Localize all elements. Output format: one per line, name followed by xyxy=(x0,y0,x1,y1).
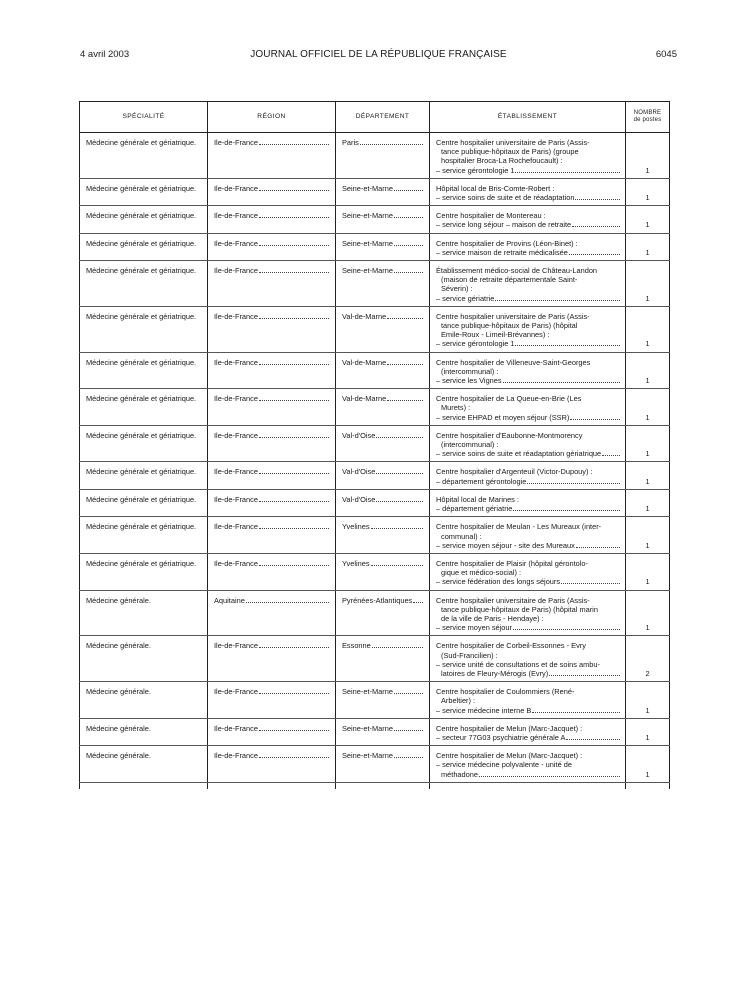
page-header xyxy=(80,49,677,63)
dot-leader xyxy=(259,729,329,731)
service-text: méthadone xyxy=(441,769,478,779)
service-line xyxy=(436,248,621,257)
cell-region-text: Ile-de-France xyxy=(214,522,258,532)
dot-leader xyxy=(515,171,620,173)
etablissement-line: Centre hospitalier de Provins (Léon-Binet) : xyxy=(436,238,578,248)
cell-region xyxy=(208,178,336,205)
cell-region xyxy=(208,261,336,307)
etablissement-line: (Sud-Francilien) : xyxy=(441,650,498,660)
cell-etablissement xyxy=(430,389,626,426)
cell-nombre-postes: 1 xyxy=(626,462,670,489)
cell-region-text: Ile-de-France xyxy=(214,357,258,367)
cell-departement-text: Seine-et-Marne xyxy=(342,211,393,221)
table-row xyxy=(80,517,670,554)
dot-leader xyxy=(394,729,423,731)
dot-leader xyxy=(387,363,423,365)
cell-nombre-postes: 1 xyxy=(626,682,670,719)
cell-etablissement xyxy=(430,261,626,307)
dot-leader xyxy=(566,738,620,740)
etablissement-line: communal) : xyxy=(441,531,482,541)
dot-leader xyxy=(394,756,423,758)
etablissement-line: (maison de retraite départementale Saint- xyxy=(441,275,578,285)
cell-specialite: Médecine générale et gériatrique. xyxy=(80,233,208,260)
cell-departement-text: Paris xyxy=(342,138,359,147)
dot-leader xyxy=(513,509,620,511)
table-row xyxy=(80,636,670,682)
cell-etablissement xyxy=(430,425,626,462)
cell-departement xyxy=(336,178,430,205)
cell-region-text: Ile-de-France xyxy=(214,467,258,477)
service-text: – service soins de suite et réadaptation gériatrique xyxy=(436,449,602,459)
dot-leader xyxy=(495,299,620,301)
cell-nombre-postes: 1 xyxy=(626,133,670,179)
cell-nombre-postes: 1 xyxy=(626,517,670,554)
table-row xyxy=(80,746,670,783)
dot-leader xyxy=(394,271,423,273)
posts-table xyxy=(79,101,670,789)
service-text: – secteur 77G03 psychiatrie générale A xyxy=(436,732,566,742)
service-line xyxy=(436,504,621,513)
etablissement-line: Établissement médico-social de Château-Landon xyxy=(436,266,598,276)
col-header-region: RÉGION xyxy=(208,102,336,133)
cell-departement xyxy=(336,352,430,389)
cell-nombre-postes: 1 xyxy=(626,306,670,352)
etablissement-line: Murets) : xyxy=(441,403,471,413)
cell-region-text: Ile-de-France xyxy=(214,183,258,193)
cell-etablissement xyxy=(430,590,626,636)
table-row xyxy=(80,489,670,516)
cell-departement-text: Val-de-Marne xyxy=(342,357,387,367)
table-row xyxy=(80,133,670,179)
cell-region-text: Ile-de-France xyxy=(214,266,258,276)
cell-region xyxy=(208,389,336,426)
cell-departement xyxy=(336,590,430,636)
cell-region-text: Ile-de-France xyxy=(214,238,258,248)
service-line xyxy=(436,541,621,550)
service-text: – service moyen séjour xyxy=(436,623,512,633)
service-line xyxy=(436,770,621,779)
etablissement-line: Centre hospitalier universitaire de Paris (Assis- xyxy=(436,595,590,605)
cell-departement xyxy=(336,233,430,260)
etablissement-line: Centre hospitalier de Coulommiers (René- xyxy=(436,687,575,697)
cell-departement-text: Val-de-Marne xyxy=(342,311,387,321)
dot-leader xyxy=(259,143,329,145)
dot-leader xyxy=(371,527,423,529)
cell-etablissement xyxy=(430,306,626,352)
etablissement-line: Centre hospitalier de Montereau : xyxy=(436,211,546,221)
dot-leader xyxy=(394,189,423,191)
cell-etablissement xyxy=(430,718,626,745)
cell-departement xyxy=(336,425,430,462)
service-text: – service moyen séjour - site des Mureaux xyxy=(436,540,575,550)
etablissement-line: Séverin) : xyxy=(441,284,473,294)
cell-region-text: Ile-de-France xyxy=(214,394,258,404)
cell-specialite: Médecine générale. xyxy=(80,746,208,783)
journal-title: JOURNAL OFFICIEL DE LA RÉPUBLIQUE FRANÇAISE xyxy=(250,49,507,60)
cell-specialite: Médecine générale et gériatrique. xyxy=(80,352,208,389)
cell-departement xyxy=(336,517,430,554)
service-text: – service soins de suite et de réadaptation xyxy=(436,193,575,203)
table-row xyxy=(80,233,670,260)
cell-etablissement xyxy=(430,489,626,516)
cell-departement xyxy=(336,306,430,352)
service-line xyxy=(436,193,621,202)
cell-specialite: Médecine générale et gériatrique. xyxy=(80,462,208,489)
cell-specialite: Médecine générale et gériatrique. xyxy=(80,133,208,179)
dot-leader xyxy=(570,418,620,420)
cell-region xyxy=(208,718,336,745)
table-row xyxy=(80,352,670,389)
dot-leader xyxy=(561,582,620,584)
cell-specialite: Médecine générale. xyxy=(80,718,208,745)
cell-etablissement xyxy=(430,462,626,489)
table-body xyxy=(80,133,670,789)
service-text: – service les Vignes xyxy=(436,376,502,386)
service-line xyxy=(436,477,621,486)
dot-leader xyxy=(376,500,423,502)
cell-region xyxy=(208,553,336,590)
cell-specialite: Médecine générale et gériatrique. xyxy=(80,425,208,462)
table-row xyxy=(80,389,670,426)
cell-region xyxy=(208,636,336,682)
col-header-nombre-line1: NOMBRE xyxy=(633,110,662,116)
cell-nombre-postes: 1 xyxy=(626,590,670,636)
etablissement-line: Centre hospitalier de Melun (Marc-Jacquet) : xyxy=(436,723,583,733)
cell-region-text: Ile-de-France xyxy=(214,311,258,321)
service-text: – service long séjour – maison de retraite xyxy=(436,220,572,230)
dot-leader xyxy=(259,189,329,191)
dot-leader xyxy=(394,244,423,246)
cell-region-text: Ile-de-France xyxy=(214,751,258,761)
cell-specialite: Médecine générale et gériatrique. xyxy=(80,553,208,590)
service-line xyxy=(436,577,621,586)
cell-region xyxy=(208,352,336,389)
dot-leader xyxy=(259,756,329,758)
dot-leader xyxy=(549,674,620,676)
cell-departement xyxy=(336,636,430,682)
cell-specialite: Médecine générale et gériatrique. xyxy=(80,389,208,426)
cell-region-text: Ile-de-France xyxy=(214,430,258,440)
page-number: 6045 xyxy=(655,49,677,60)
cell-nombre-postes: 2 xyxy=(626,636,670,682)
cell-nombre-postes: 1 xyxy=(626,425,670,462)
etablissement-line: Centre hospitalier universitaire de Paris (Assis- xyxy=(436,311,590,321)
dot-leader xyxy=(394,216,423,218)
service-line xyxy=(436,413,621,422)
dot-leader xyxy=(575,198,620,200)
cell-departement xyxy=(336,462,430,489)
cell-region-text: Aquitaine xyxy=(214,595,245,605)
dot-leader xyxy=(259,317,329,319)
cell-specialite: Médecine générale et gériatrique. xyxy=(80,261,208,307)
cell-departement-text: Seine-et-Marne xyxy=(342,751,393,761)
cell-region xyxy=(208,746,336,783)
cell-departement-text: Essonne xyxy=(342,641,371,651)
dot-leader xyxy=(259,436,329,438)
cell-etablissement xyxy=(430,178,626,205)
cell-nombre-postes: 1 xyxy=(626,261,670,307)
cell-specialite: Médecine générale. xyxy=(80,590,208,636)
cell-departement xyxy=(336,133,430,179)
service-text: – service médecine interne B xyxy=(436,705,532,715)
service-line xyxy=(436,220,621,229)
service-line xyxy=(436,669,621,678)
dot-leader xyxy=(576,546,620,548)
cell-departement-text: Yvelines xyxy=(342,522,370,532)
table-row xyxy=(80,718,670,745)
service-text: – service gérontologie 1 xyxy=(436,165,515,175)
dot-leader xyxy=(572,225,620,227)
cell-specialite: Médecine générale et gériatrique. xyxy=(80,306,208,352)
etablissement-line: – service médecine polyvalente - unité de xyxy=(436,760,572,770)
service-line xyxy=(436,166,621,175)
dot-leader xyxy=(602,454,620,456)
etablissement-line: Centre hospitalier de Meulan - Les Mureaux (inter- xyxy=(436,522,602,532)
dot-leader xyxy=(259,271,329,273)
cell-departement xyxy=(336,682,430,719)
cell-specialite: Médecine générale et gériatrique. xyxy=(80,206,208,233)
table-row xyxy=(80,682,670,719)
cell-departement-text: Seine-et-Marne xyxy=(342,183,393,193)
service-line xyxy=(436,339,621,348)
dot-leader xyxy=(387,317,423,319)
cell-departement-text: Val-de-Marne xyxy=(342,394,387,404)
col-header-nombre xyxy=(626,102,670,133)
etablissement-line: Hôpital local de Marines : xyxy=(436,494,519,504)
cell-region-text: Ile-de-France xyxy=(214,211,258,221)
cell-nombre-postes: 1 xyxy=(626,178,670,205)
cell-departement-text: Pyrénées-Atlantiques xyxy=(342,595,413,605)
service-line xyxy=(436,449,621,458)
cell-departement xyxy=(336,553,430,590)
service-text: – service maison de retraite médicalisée xyxy=(436,247,568,257)
cell-region-text: Ile-de-France xyxy=(214,687,258,697)
cell-departement-text: Seine-et-Marne xyxy=(342,687,393,697)
dot-leader xyxy=(513,628,620,630)
dot-leader xyxy=(259,500,329,502)
cell-departement-text: Seine-et-Marne xyxy=(342,266,393,276)
table-continuation xyxy=(80,782,670,789)
cell-departement xyxy=(336,389,430,426)
cell-region xyxy=(208,517,336,554)
cell-region xyxy=(208,590,336,636)
service-line xyxy=(436,376,621,385)
table-row xyxy=(80,590,670,636)
dot-leader xyxy=(259,399,329,401)
table-row xyxy=(80,553,670,590)
dot-leader xyxy=(246,601,329,603)
cell-region xyxy=(208,462,336,489)
cell-etablissement xyxy=(430,682,626,719)
dot-leader xyxy=(371,564,423,566)
cell-etablissement xyxy=(430,233,626,260)
cell-nombre-postes: 1 xyxy=(626,553,670,590)
cell-etablissement xyxy=(430,636,626,682)
table-row xyxy=(80,261,670,307)
dot-leader xyxy=(479,775,620,777)
etablissement-line: Centre hospitalier d'Argenteuil (Victor-Dupouy) : xyxy=(436,467,593,477)
etablissement-line: Hôpital local de Bris-Comte-Robert : xyxy=(436,183,555,193)
dot-leader xyxy=(360,143,423,145)
service-line xyxy=(436,294,621,303)
etablissement-line: tance publique-hôpitaux de Paris) (hôpital xyxy=(441,321,578,331)
table-row xyxy=(80,425,670,462)
service-text: – service fédération des longs séjours xyxy=(436,577,561,587)
etablissement-line: Centre hospitalier de La Queue-en-Brie (Les xyxy=(436,394,582,404)
cell-etablissement xyxy=(430,206,626,233)
cell-region xyxy=(208,425,336,462)
dot-leader xyxy=(259,646,329,648)
cell-departement-text: Val-d'Oise xyxy=(342,467,376,477)
publication-date: 4 avril 2003 xyxy=(80,49,130,60)
dot-leader xyxy=(259,363,329,365)
etablissement-line: Centre hospitalier universitaire de Paris (Assis- xyxy=(436,138,590,147)
service-text: – département gériatrie xyxy=(436,504,513,514)
etablissement-line: Centre hospitalier de Melun (Marc-Jacquet) : xyxy=(436,751,583,761)
continuation-cell xyxy=(208,782,336,789)
service-line xyxy=(436,706,621,715)
cell-region xyxy=(208,682,336,719)
col-header-nombre-line2: de postes xyxy=(633,117,662,123)
table-row xyxy=(80,462,670,489)
dot-leader xyxy=(259,527,329,529)
dot-leader xyxy=(527,482,620,484)
service-text: latoires de Fleury-Mérogis (Evry) xyxy=(441,668,549,678)
etablissement-line: Arbeltier) : xyxy=(441,696,476,706)
cell-region-text: Ile-de-France xyxy=(214,641,258,651)
cell-specialite: Médecine générale. xyxy=(80,636,208,682)
dot-leader xyxy=(515,344,620,346)
etablissement-line: gique et médico-social) : xyxy=(441,568,522,578)
dot-leader xyxy=(376,436,423,438)
dot-leader xyxy=(569,253,620,255)
cell-region-text: Ile-de-France xyxy=(214,138,258,147)
cell-etablissement xyxy=(430,517,626,554)
dot-leader xyxy=(387,399,423,401)
service-text: – service gériatrie xyxy=(436,293,495,303)
dot-leader xyxy=(413,601,423,603)
cell-departement-text: Seine-et-Marne xyxy=(342,238,393,248)
cell-nombre-postes: 1 xyxy=(626,206,670,233)
cell-nombre-postes: 1 xyxy=(626,233,670,260)
continuation-cell xyxy=(80,782,208,789)
continuation-cell xyxy=(626,782,670,789)
etablissement-line: tance publique-hôpitaux de Paris) (groupe xyxy=(441,147,579,157)
etablissement-line: (intercommunal) : xyxy=(441,440,499,450)
cell-nombre-postes: 1 xyxy=(626,746,670,783)
cell-region xyxy=(208,206,336,233)
cell-etablissement xyxy=(430,553,626,590)
cell-departement xyxy=(336,746,430,783)
cell-etablissement xyxy=(430,133,626,179)
cell-region-text: Ile-de-France xyxy=(214,558,258,568)
col-header-etablissement: ÉTABLISSEMENT xyxy=(430,102,626,133)
table-row xyxy=(80,178,670,205)
dot-leader xyxy=(394,692,423,694)
cell-nombre-postes: 1 xyxy=(626,352,670,389)
etablissement-line: (intercommunal) : xyxy=(441,366,499,376)
cell-departement xyxy=(336,261,430,307)
dot-leader xyxy=(259,244,329,246)
table-header-row xyxy=(80,102,670,133)
cell-region xyxy=(208,233,336,260)
cell-region-text: Ile-de-France xyxy=(214,723,258,733)
cell-region xyxy=(208,133,336,179)
dot-leader xyxy=(259,692,329,694)
cell-region xyxy=(208,489,336,516)
dot-leader xyxy=(372,646,423,648)
cell-region-text: Ile-de-France xyxy=(214,494,258,504)
cell-departement-text: Val-d'Oise xyxy=(342,494,376,504)
col-header-departement: DÉPARTEMENT xyxy=(336,102,430,133)
dot-leader xyxy=(259,216,329,218)
dot-leader xyxy=(259,564,329,566)
cell-departement-text: Val-d'Oise xyxy=(342,430,376,440)
etablissement-line: Emile-Roux - Limeil-Brévannes) : xyxy=(441,330,550,340)
etablissement-line: hospitalier Broca-La Rochefoucault) : xyxy=(441,156,563,166)
etablissement-line: Centre hospitalier d'Eaubonne-Montmorency xyxy=(436,430,583,440)
cell-specialite: Médecine générale et gériatrique. xyxy=(80,178,208,205)
cell-departement xyxy=(336,206,430,233)
cell-region xyxy=(208,306,336,352)
cell-nombre-postes: 1 xyxy=(626,718,670,745)
etablissement-line: Centre hospitalier de Plaisir (hôpital gérontolo- xyxy=(436,558,588,568)
etablissement-line: Centre hospitalier de Villeneuve-Saint-Georges xyxy=(436,357,591,367)
dot-leader xyxy=(503,381,620,383)
etablissement-line: Centre hospitalier de Corbeil-Essonnes - Evry xyxy=(436,641,586,651)
table-row xyxy=(80,306,670,352)
service-line xyxy=(436,733,621,742)
continuation-cell xyxy=(336,782,430,789)
cell-specialite: Médecine générale. xyxy=(80,682,208,719)
col-header-specialite: SPÉCIALITÉ xyxy=(80,102,208,133)
cell-departement-text: Seine-et-Marne xyxy=(342,723,393,733)
cell-departement xyxy=(336,718,430,745)
cell-etablissement xyxy=(430,352,626,389)
cell-specialite: Médecine générale et gériatrique. xyxy=(80,517,208,554)
service-line xyxy=(436,623,621,632)
dot-leader xyxy=(532,711,620,713)
etablissement-line: – service unité de consultations et de soins ambu- xyxy=(436,659,600,669)
cell-departement xyxy=(336,489,430,516)
service-text: – département gérontologie xyxy=(436,476,527,486)
cell-nombre-postes: 1 xyxy=(626,489,670,516)
dot-leader xyxy=(259,472,329,474)
etablissement-line: tance publique-hôpitaux de Paris) (hôpital marin xyxy=(441,604,598,614)
table-row xyxy=(80,206,670,233)
etablissement-line: de la ville de Paris - Hendaye) : xyxy=(441,613,544,623)
dot-leader xyxy=(376,472,423,474)
service-text: – service EHPAD et moyen séjour (SSR) xyxy=(436,412,570,422)
cell-departement-text: Yvelines xyxy=(342,558,370,568)
continuation-cell xyxy=(430,782,626,789)
service-text: – service gérontologie 1 xyxy=(436,339,515,349)
cell-specialite: Médecine générale et gériatrique. xyxy=(80,489,208,516)
cell-nombre-postes: 1 xyxy=(626,389,670,426)
cell-etablissement xyxy=(430,746,626,783)
